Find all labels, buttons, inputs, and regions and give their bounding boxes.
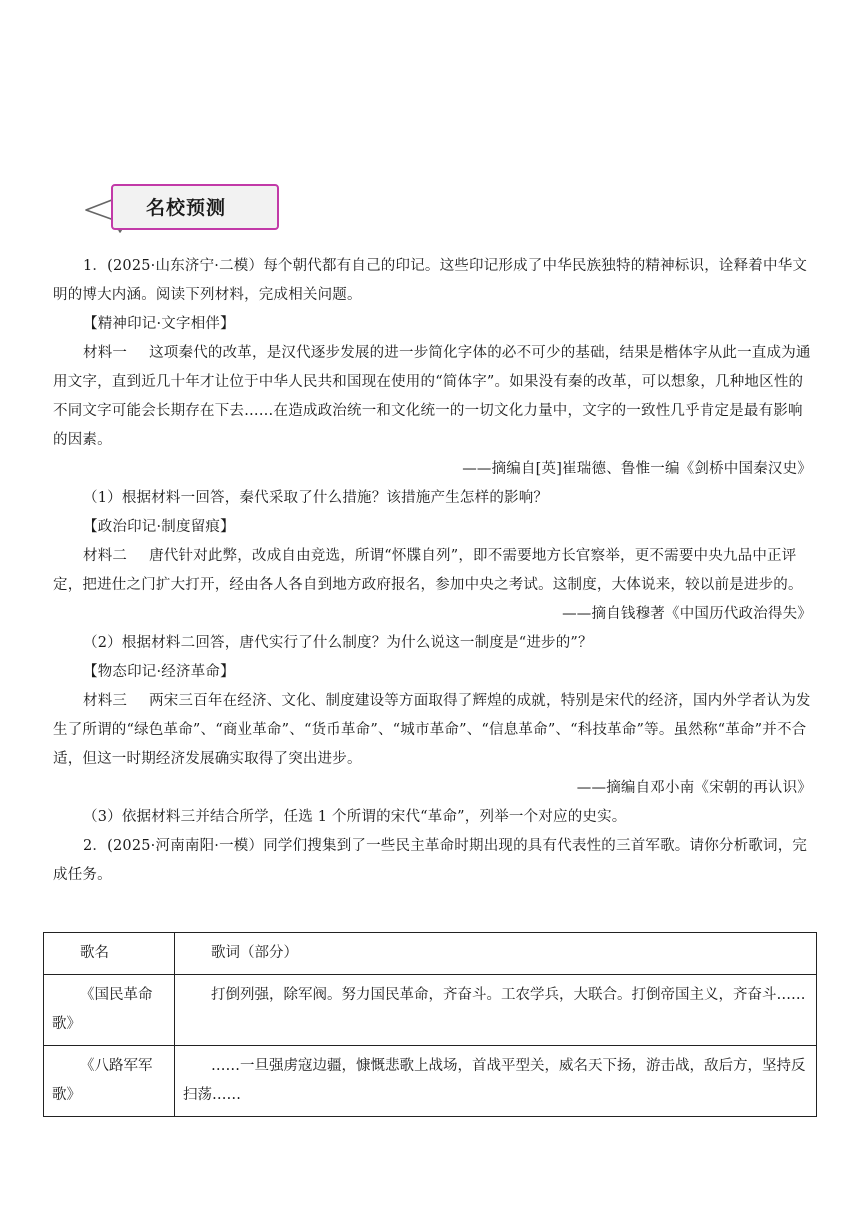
banner-title: 名校预测 bbox=[146, 197, 227, 219]
question-2-intro: 2．(2025·河南南阳·一模）同学们搜集到了一些民主革命时期出现的具有代表性的三首军歌。请你分析歌词，完成任务。 bbox=[53, 838, 808, 883]
header-song-name: 歌名 bbox=[44, 933, 175, 975]
question-1-3: （3）依据材料三并结合所学，任选 1 个所谓的宋代“革命”，列举一个对应的史实。 bbox=[83, 809, 627, 825]
material-1-text: 这项秦代的改革，是汉代逐步发展的进一步简化字体的必不可少的基础，结果是楷体字从此一直成为通用文字，直到近几十年才让位于中华人民共和国现在使用的“简体字”。如果没有秦的改革，可以想象，几种地区性的不同文字可能会长期存在下去……在造成政治统一和文化统一的一切文化力量中，文字的一致性几乎肯定是最有影响的因素。 bbox=[53, 345, 811, 448]
section-heading-1: 【精神印记·文字相伴】 bbox=[83, 316, 235, 332]
document-body bbox=[53, 252, 816, 890]
material-2-source: ——摘自钱穆著《中国历代政治得失》 bbox=[562, 606, 812, 622]
section-banner bbox=[84, 180, 284, 234]
song-name-cell: 《国民革命歌》 bbox=[44, 975, 175, 1046]
songs-table bbox=[43, 932, 817, 1117]
table-header-row bbox=[44, 933, 817, 975]
section-heading-2: 【政治印记·制度留痕】 bbox=[83, 519, 235, 535]
material-1 bbox=[53, 339, 816, 455]
material-1-source: ——摘编自[英]崔瑞德、鲁惟一编《剑桥中国秦汉史》 bbox=[462, 461, 812, 477]
song-name-cell: 《八路军军歌》 bbox=[44, 1046, 175, 1117]
material-3-label: 材料三 bbox=[83, 693, 128, 709]
material-3 bbox=[53, 687, 816, 774]
table-row bbox=[44, 975, 817, 1046]
table-row bbox=[44, 1046, 817, 1117]
question-1-intro: 1．(2025·山东济宁·二模）每个朝代都有自己的印记。这些印记形成了中华民族独特的精神标识，诠释着中华文明的博大内涵。阅读下列材料，完成相关问题。 bbox=[53, 258, 808, 303]
question-1-1: （1）根据材料一回答，秦代采取了什么措施？该措施产生怎样的影响？ bbox=[83, 490, 549, 506]
material-2-label: 材料二 bbox=[83, 548, 128, 564]
section-heading-3: 【物态印记·经济革命】 bbox=[83, 664, 235, 680]
material-2 bbox=[53, 542, 816, 600]
material-1-label: 材料一 bbox=[83, 345, 128, 361]
material-3-source: ——摘编自邓小南《宋朝的再认识》 bbox=[576, 780, 812, 796]
material-2-text: 唐代针对此弊，改成自由竞选，所谓“怀牒自列”，即不需要地方长官察举，更不需要中央九品中正评定，把进仕之门扩大打开，经由各人各自到地方政府报名，参加中央之考试。这制度，大体说来，较以前是进步的。 bbox=[53, 548, 803, 593]
material-3-text: 两宋三百年在经济、文化、制度建设等方面取得了辉煌的成就，特别是宋代的经济，国内外学者认为发生了所谓的“绿色革命”、“商业革命”、“货币革命”、“城市革命”、“信息革命”、“科技革命”等。虽然称“革命”并不合适，但这一时期经济发展确实取得了突出进步。 bbox=[53, 693, 811, 767]
header-lyrics: 歌词（部分） bbox=[175, 933, 817, 975]
question-1-2: （2）根据材料二回答，唐代实行了什么制度？为什么说这一制度是“进步的”？ bbox=[83, 635, 593, 651]
lyrics-cell: ……一旦强虏寇边疆，慷慨悲歌上战场，首战平型关，威名天下扬，游击战，敌后方，坚持反扫荡…… bbox=[175, 1046, 817, 1117]
lyrics-cell: 打倒列强，除军阀。努力国民革命，齐奋斗。工农学兵，大联合。打倒帝国主义，齐奋斗…… bbox=[175, 975, 817, 1046]
